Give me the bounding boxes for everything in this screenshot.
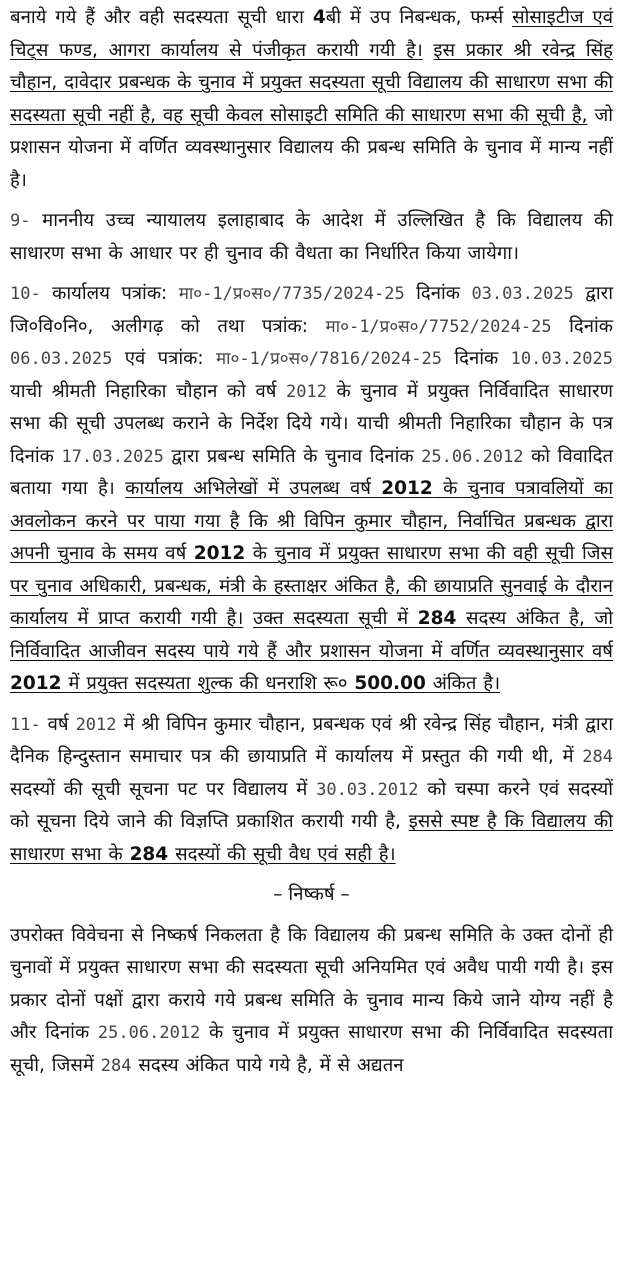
date: 25.06.2012 bbox=[97, 1023, 201, 1043]
text-segment: एवं पत्रांक: bbox=[112, 348, 216, 369]
text-segment: बनाये गये हैं और वही सदस्यता सूची धारा bbox=[10, 7, 313, 28]
text-segment: द्वारा प्रबन्ध समिति के चुनाव दिनांक bbox=[163, 445, 422, 467]
text-segment: को चस्पा करने एवं सदस्यों को सूचना दिये जाने की विज्ञप्ति प्रकाशित करायी गयी है, bbox=[10, 778, 613, 832]
text-segment: वर्ष bbox=[40, 713, 76, 735]
text-segment: उपरोक्त विवेचना से निष्कर्ष निकलता है कि विद्यालय की प्रबन्ध समिति के उक्त दोनों ही चुनावों में प्रयुक्त साधारण सभा की सदस्यता सूची अनियमित एवं अवैध पायी गयी है। इस प्रकार दोनों पक्षों द्वारा कराये गये प्रबन्ध समिति के चुनाव मान्य किये जाने योग्य नहीं है और दिनांक bbox=[10, 924, 613, 1043]
text-segment: कार्यालय अभिलेखों में उपलब्ध वर्ष bbox=[125, 478, 382, 499]
member-count: 284 bbox=[417, 608, 457, 629]
text-segment: दिनांक bbox=[551, 315, 613, 337]
paragraph-conclusion bbox=[10, 920, 613, 1083]
paragraph-gap bbox=[10, 701, 613, 709]
paragraph-gap bbox=[10, 912, 613, 920]
letter-reference: मा०-1/प्र०स०/7816/2024-25 bbox=[215, 349, 442, 369]
underlined-text: सोसाइटीज एवं चिट्स फण्ड, आगरा कार्यालय से पंजीकृत करायी गयी है। bbox=[10, 7, 613, 61]
year: 2012 bbox=[10, 673, 62, 694]
paragraph-11 bbox=[10, 709, 613, 872]
underlined-text: इस प्रकार श्री रवेन्द्र सिंह चौहान, दावेदार प्रबन्धक के चुनाव में प्रयुक्त सदस्यता सूची विद्यालय की साधारण सभा की सदस्यता सूची नहीं है, वह सूची केवल सोसाइटी समिति की साधारण सभा की सूची है, bbox=[10, 39, 613, 126]
section-number: 4 bbox=[312, 7, 326, 28]
text-segment: अंकित है। bbox=[425, 673, 501, 694]
text-segment: द्वारा जि०वि०नि०, अलीगढ़ को तथा पत्रांक: bbox=[10, 283, 613, 337]
text-segment: दिनांक bbox=[441, 348, 511, 369]
paragraph-number: 11- bbox=[10, 714, 41, 735]
year: 2012 bbox=[75, 714, 117, 735]
member-count: 284 bbox=[582, 747, 613, 767]
text-segment: के चुनाव में प्रयुक्त निर्विवादित साधारण सभा की सूची उपलब्ध कराने के निर्देश दिये गये। याची श्रीमती निहारिका चौहान के पत्र दिनांक bbox=[10, 380, 613, 467]
text-segment: सदस्य अंकित है, जो निर्विवादित आजीवन सदस्य पाये गये हैं और प्रशासन योजना में वर्णित व्यवस्थानुसार वर्ष bbox=[10, 608, 613, 662]
date: 06.03.2025 bbox=[10, 349, 113, 369]
year: 2012 bbox=[193, 543, 246, 564]
amount: 500.00 bbox=[354, 673, 426, 694]
text-segment: सदस्यों की सूची सूचना पट पर विद्यालय में bbox=[10, 778, 317, 800]
text-segment bbox=[423, 40, 434, 61]
date: 30.03.2012 bbox=[316, 779, 419, 800]
member-count: 284 bbox=[129, 843, 169, 865]
text-segment: सदस्य अंकित पाये गये है, में से अद्यतन bbox=[131, 1054, 404, 1076]
underlined-text bbox=[10, 478, 613, 629]
date: 10.03.2025 bbox=[510, 349, 613, 369]
letter-reference: मा०-1/प्र०स०/7752/2024-25 bbox=[325, 316, 552, 337]
text-segment: बी में उप निबन्धक, फर्म्स bbox=[325, 7, 513, 28]
text-segment bbox=[243, 608, 253, 629]
text-segment: सदस्यों की सूची वैध एवं सही है। bbox=[168, 843, 396, 865]
paragraph-membership-list bbox=[10, 2, 613, 197]
letter-reference: मा०-1/प्र०स०/7735/2024-25 bbox=[178, 284, 405, 304]
text-segment: में श्री विपिन कुमार चौहान, प्रबन्धक एवं श्री रवेन्द्र सिंह चौहान, मंत्री द्वारा दैनिक हिन्दुस्तान समाचार पत्र की छायाप्रति में कार्यालय में प्रस्तुत की गयी थी, में bbox=[10, 713, 613, 767]
text-segment: दिनांक bbox=[404, 283, 472, 304]
text-segment: के चुनाव में प्रयुक्त साधारण सभा की वही सूची जिस पर चुनाव अधिकारी, प्रबन्धक, मंत्री के हस्ताक्षर अंकित है, की छायाप्रति सुनवाई के दौरान कार्यालय में प्राप्त करायी गयी है। bbox=[10, 543, 613, 629]
paragraph-gap bbox=[10, 270, 613, 278]
text-segment: के चुनाव पत्रावलियों का अवलोकन करने पर पाया गया है कि श्री विपिन कुमार चौहान, निर्वाचित प्रबन्धक द्वारा अपनी चुनाव के समय वर्ष bbox=[10, 478, 613, 564]
text-segment: कार्यालय पत्रांक: bbox=[40, 283, 179, 304]
text-segment: को विवादित बताया गया है। bbox=[10, 445, 613, 499]
text-segment: जो प्रशासन योजना में वर्णित व्यवस्थानुसार विद्यालय की प्रबन्ध समिति के चुनाव में मान्य नहीं है। bbox=[10, 104, 613, 191]
paragraph-number: 10- bbox=[10, 284, 41, 304]
text-segment: में प्रयुक्त सदस्यता शुल्क की धनराशि रू० bbox=[61, 673, 355, 694]
text-segment: उक्त सदस्यता सूची में bbox=[252, 608, 418, 629]
text-segment: याची श्रीमती निहारिका चौहान को वर्ष bbox=[10, 380, 286, 402]
text-segment: माननीय उच्च न्यायालय इलाहाबाद के आदेश में उल्लिखित है कि विद्यालय की साधारण सभा के आधार पर ही चुनाव की वैधता का निर्धारित किया जायेगा। bbox=[10, 210, 613, 264]
section-heading-conclusion: – निष्कर्ष – bbox=[273, 884, 350, 905]
year: 2012 bbox=[285, 381, 327, 402]
date: 25.06.2012 bbox=[421, 446, 524, 467]
date: 03.03.2025 bbox=[471, 284, 574, 304]
text-segment: के चुनाव में प्रयुक्त साधारण सभा की निर्विवादित सदस्यता सूची, जिसमें bbox=[10, 1022, 613, 1076]
paragraph-number: 9- bbox=[10, 211, 31, 231]
text-segment: इससे स्पष्ट है कि विद्यालय की साधारण सभा के bbox=[10, 811, 613, 865]
paragraph-gap bbox=[10, 197, 613, 205]
paragraph-gap bbox=[10, 871, 613, 879]
year: 2012 bbox=[381, 478, 433, 499]
member-count: 284 bbox=[100, 1055, 132, 1076]
paragraph-10 bbox=[10, 278, 613, 701]
date: 17.03.2025 bbox=[61, 446, 164, 467]
paragraph-9 bbox=[10, 205, 613, 270]
